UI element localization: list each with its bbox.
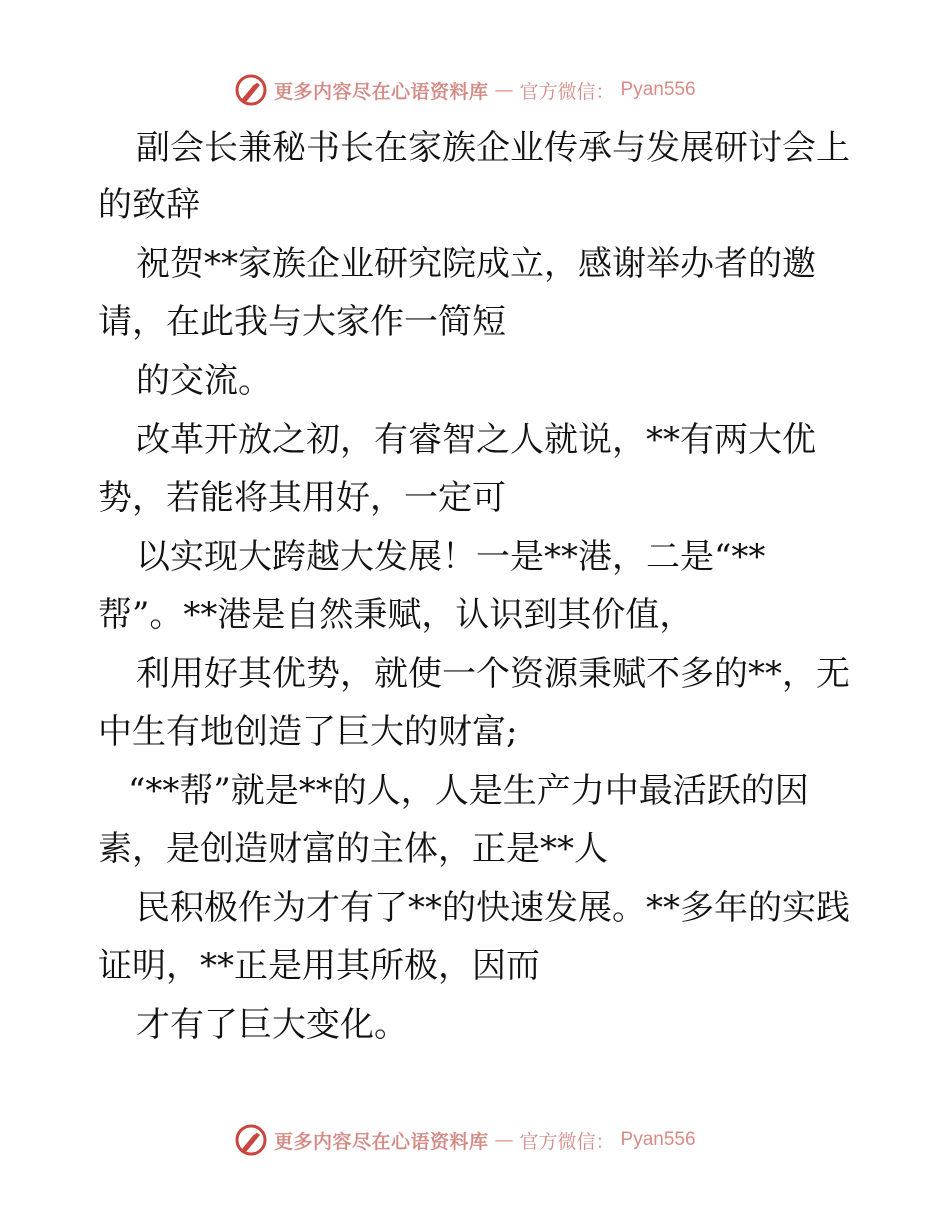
- body-line: 的致辞: [98, 185, 200, 225]
- pen-logo-icon: [234, 73, 268, 107]
- body-line: 请，在此我与大家作一简短: [98, 302, 506, 342]
- body-line: 利用好其优势，就使一个资源秉赋不多的**，无: [136, 654, 850, 694]
- watermark-official-label: 官方微信：: [519, 80, 615, 103]
- body-line: 副会长兼秘书长在家族企业传承与发展研讨会上: [136, 128, 850, 168]
- watermark-main-text: 更多内容尽在心语资料库: [274, 80, 489, 103]
- body-line: 帮”。**港是自然秉赋，认识到其价值，: [98, 595, 694, 635]
- watermark-official-label: 官方微信：: [519, 1130, 615, 1153]
- body-line: 民积极作为才有了**的快速发展。**多年的实践: [136, 888, 850, 928]
- body-line: 以实现大跨越大发展！一是**港，二是“**: [136, 537, 766, 577]
- watermark-account: Pyan556: [620, 1129, 696, 1150]
- watermark-main-text: 更多内容尽在心语资料库: [274, 1130, 489, 1153]
- watermark-banner-bottom: [234, 1120, 696, 1160]
- watermark-account: Pyan556: [620, 79, 696, 100]
- pen-logo-icon: [234, 1123, 268, 1157]
- body-line: 中生有地创造了巨大的财富;: [98, 712, 518, 752]
- watermark-separator: —: [494, 79, 514, 101]
- body-line: 素，是创造财富的主体，正是**人: [98, 829, 608, 869]
- body-line: “**帮”就是**的人，人是生产力中最活跃的因: [128, 771, 809, 811]
- watermark-banner-top: [234, 70, 696, 110]
- body-line: 的交流。: [136, 361, 272, 401]
- body-line: 改革开放之初，有睿智之人就说，**有两大优: [136, 420, 816, 460]
- body-line: 证明，**正是用其所极，因而: [98, 946, 540, 986]
- body-line: 祝贺**家族企业研究院成立，感谢举办者的邀: [136, 244, 816, 284]
- body-line: 势，若能将其用好，一定可: [98, 478, 506, 518]
- body-line: 才有了巨大变化。: [136, 1005, 408, 1045]
- watermark-separator: —: [494, 1129, 514, 1151]
